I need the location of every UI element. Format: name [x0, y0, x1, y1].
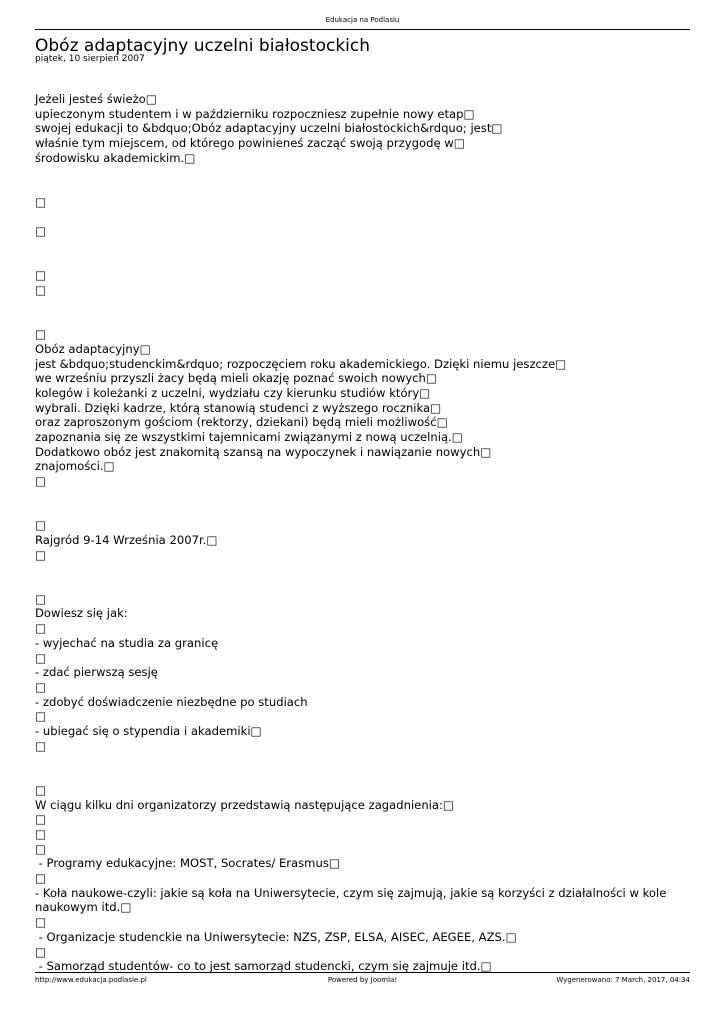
text-line: Obóz adaptacyjny□ [35, 341, 151, 356]
blank-line [35, 312, 690, 327]
footer-url[interactable]: http://www.edukacja.podlasie.pl [35, 976, 147, 984]
blank-line [35, 504, 690, 519]
text-line: we wrześniu przyszli żacy będą mieli okazję poznać swoich nowych□ [35, 371, 437, 386]
text-line: środowisku akademickim.□ [35, 150, 196, 165]
text-line: - wyjechać na studia za granicę [35, 635, 219, 650]
text-line: □ [35, 518, 46, 533]
text-line: □ [35, 591, 46, 606]
text-line: □ [35, 327, 46, 342]
text-line: □ [35, 283, 46, 298]
text-line: Dowiesz się jak: [35, 606, 128, 621]
blank-line [35, 768, 690, 783]
blank-line [35, 753, 690, 768]
footer-divider [35, 972, 690, 973]
blank-line [35, 166, 690, 181]
blank-line [35, 254, 690, 269]
article-date: piątek, 10 sierpień 2007 [35, 54, 145, 64]
text-line: □ [35, 871, 46, 886]
text-line: □ [35, 194, 46, 209]
article-body [35, 92, 690, 974]
blank-line [35, 562, 690, 577]
article-title: Obóz adaptacyjny uczelni białostockich [35, 36, 371, 56]
text-line: W ciągu kilku dni organizatorzy przedstawią następujące zagadnienia:□ [35, 797, 454, 812]
text-line: □ [35, 841, 46, 856]
text-line: □ [35, 812, 46, 827]
text-line: - Koła naukowe-czyli: jakie są koła na Uniwersytecie, czym się zajmują, jakie są korzyści z działalności w kole naukowym itd.□ [35, 885, 667, 915]
text-line: upieczonym studentem i w październiku rozpoczniesz zupełnie nowy etap□ [35, 106, 475, 121]
header-divider [35, 29, 690, 30]
blank-line [35, 577, 690, 592]
text-line: jest &bdquo;studenckim&rdquo; rozpoczęciem roku akademickiego. Dzięki niemu jeszcze□ [35, 356, 567, 371]
text-line: - ubiegać się o stypendia i akademiki□ [35, 724, 262, 739]
text-line: □ [35, 826, 46, 841]
blank-line [35, 210, 690, 225]
footer-generated: Wygenerowano: 7 March, 2017, 04:34 [556, 976, 690, 984]
text-line: kolegów i koleżanki z uczelni, wydziału czy kierunku studiów który□ [35, 385, 431, 400]
text-line: □ [35, 738, 46, 753]
text-line: - Organizacje studenckie na Uniwersytecie: NZS, ZSP, ELSA, AISEC, AEGEE, AZS.□ [35, 929, 517, 944]
text-line: □ [35, 268, 46, 283]
text-line: □ [35, 782, 46, 797]
text-line: □ [35, 224, 46, 239]
blank-line [35, 180, 690, 195]
blank-line [35, 489, 690, 504]
blank-line [35, 239, 690, 254]
text-line: □ [35, 679, 46, 694]
text-line: znajomości.□ [35, 459, 115, 474]
text-line: □ [35, 709, 46, 724]
text-line: □ [35, 621, 46, 636]
text-line: - Programy edukacyjne: MOST, Socrates/ Erasmus□ [35, 856, 340, 871]
text-line: □ [35, 474, 46, 489]
blank-line [35, 298, 690, 313]
text-line: Jeżeli jesteś świeżo□ [35, 92, 157, 106]
text-line: □ [35, 944, 46, 959]
text-line: właśnie tym miejscem, od którego powinieneś zacząć swoją przygodę w□ [35, 136, 465, 151]
text-line: wybrali. Dzięki kadrze, którą stanowią studenci z wyższego rocznika□ [35, 400, 442, 415]
text-line: □ [35, 650, 46, 665]
text-line: zapoznania się ze wszystkimi tajemnicami związanymi z nową uczelnią.□ [35, 430, 463, 445]
text-line: □ [35, 547, 46, 562]
text-line: swojej edukacji to &bdquo;Obóz adaptacyjny uczelni białostockich&rdquo; jest□ [35, 121, 503, 136]
text-line: - zdać pierwszą sesję [35, 665, 158, 680]
text-line: □ [35, 915, 46, 930]
text-line: Dodatkowo obóz jest znakomitą szansą na wypoczynek i nawiązanie nowych□ [35, 444, 492, 459]
text-line: - zdobyć doświadczenie niezbędne po studiach [35, 694, 308, 709]
site-name: Edukacja na Podlasiu [325, 16, 400, 24]
text-line: oraz zaproszonym gościom (rektorzy, dziekani) będą mieli możliwość□ [35, 415, 448, 430]
footer-powered-by: Powered by Joomla! [327, 976, 398, 984]
text-line: - Samorząd studentów- co to jest samorząd studencki, czym się zajmuje itd.□ [35, 959, 492, 974]
text-line: Rajgród 9-14 Września 2007r.□ [35, 532, 218, 547]
